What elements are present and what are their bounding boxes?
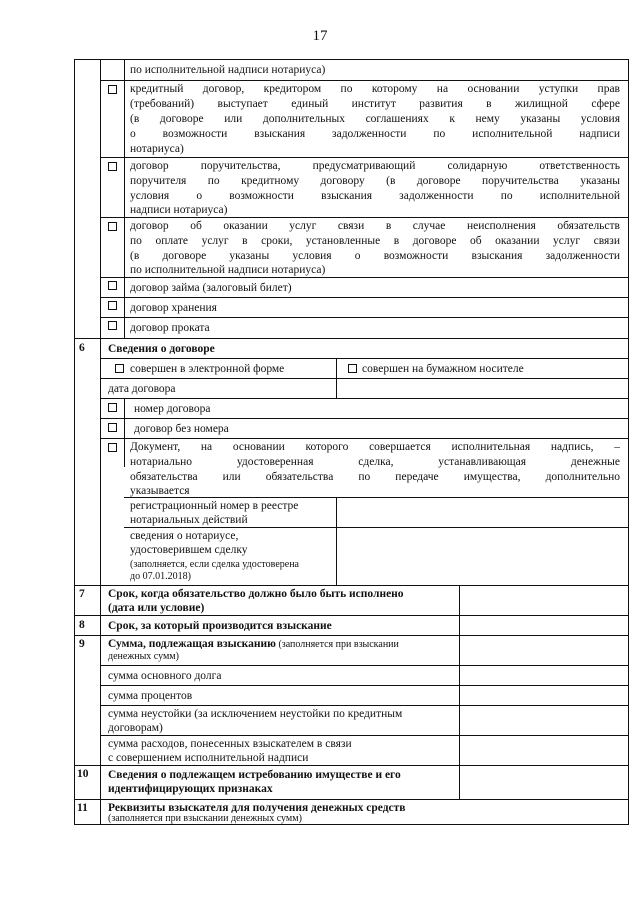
row-line [100, 438, 629, 439]
row-number-10: 10 [77, 768, 89, 780]
deadline-title-line: (дата или условие) [108, 602, 205, 614]
penalty-line: договорам) [108, 722, 163, 734]
row-line [74, 615, 629, 616]
tail-text: по исполнительной надписи нотариуса) [130, 64, 326, 76]
credit-assignment-line: о возможности взыскания задолженности по исполнительной надписи [130, 128, 620, 140]
row-number-9: 9 [79, 638, 85, 650]
amount-title [108, 637, 399, 651]
requisites-note: (заполняется при взыскании денежных сумм) [108, 813, 302, 824]
row-line [74, 585, 629, 586]
no-number-label: договор без номера [134, 423, 229, 435]
notary-line: сведения о нотариусе, [130, 530, 239, 542]
section-title-contract: Сведения о договоре [108, 343, 215, 355]
checkbox-credit-assignment[interactable] [108, 85, 117, 94]
row-line [100, 297, 629, 298]
row-line [100, 398, 629, 399]
row-line [100, 705, 629, 706]
checkbox-document[interactable] [108, 443, 117, 452]
checkbox-electronic[interactable] [115, 364, 124, 373]
expenses-line: с совершением исполнительной надписи [108, 752, 309, 764]
row-line [100, 80, 629, 81]
col-divider-mid [336, 497, 337, 585]
checkbox-no-number[interactable] [108, 423, 117, 432]
checkbox-surety[interactable] [108, 162, 117, 171]
requisites-title: Реквизиты взыскателя для получения денежных средств [108, 802, 406, 814]
row-number-6: 6 [79, 342, 85, 354]
row-line [100, 317, 629, 318]
checkbox-loan[interactable] [108, 281, 117, 290]
table-border-left [74, 59, 75, 825]
document-line: Документ, на основании которого совершается исполнительная надпись, – [130, 441, 620, 453]
checkbox-rental[interactable] [108, 321, 117, 330]
surety-line: договор поручительства, предусматривающий солидарную ответственность [130, 160, 620, 172]
row-line [124, 527, 629, 528]
reg-number-line: регистрационный номер в реестре [130, 500, 299, 512]
checkbox-communication[interactable] [108, 222, 117, 231]
credit-assignment-line: кредитный договор, кредитором по которому на основании уступки прав [130, 83, 620, 95]
col-divider-value [459, 585, 460, 799]
row-line [100, 665, 629, 666]
row-number-11: 11 [77, 802, 88, 814]
surety-line: условия о возможности взыскания задолженности по исполнительной [130, 190, 620, 202]
document-line: указывается [130, 485, 190, 497]
electronic-label: совершен в электронной форме [130, 363, 285, 375]
amount-title-bold: Сумма, подлежащая взысканию [108, 638, 276, 650]
communication-line: договор об оказании услуг связи в случае неисполнения обязательств [130, 220, 620, 232]
communication-line: по исполнительной надписи нотариуса) [130, 264, 326, 276]
checkbox-paper[interactable] [348, 364, 357, 373]
row-line [100, 418, 629, 419]
checkbox-storage[interactable] [108, 301, 117, 310]
row-line [100, 735, 629, 736]
row-line [100, 685, 629, 686]
row-line [74, 799, 629, 800]
row-line [74, 765, 629, 766]
page-number: 17 [312, 28, 328, 44]
table-border-top [74, 59, 629, 60]
property-title-line: Сведения о подлежащем истребованию имуществе и его [108, 769, 401, 781]
row-line [74, 338, 629, 339]
expenses-line: сумма расходов, понесенных взыскателем в связи [108, 738, 352, 750]
credit-assignment-line: (требований) выступает единый институт развития в жилищной сфере [130, 98, 620, 110]
checkbox-contract-number[interactable] [108, 403, 117, 412]
row-line [100, 378, 629, 379]
row-line [100, 157, 629, 158]
credit-assignment-line: (в договоре или дополнительных соглашениях к нему указаны условия [130, 113, 620, 125]
deadline-title-line: Срок, когда обязательство должно было быть исполнено [108, 588, 404, 600]
contract-date-label: дата договора [108, 383, 176, 395]
penalty-line: сумма неустойки (за исключением неустойки по кредитным [108, 708, 403, 720]
period-title: Срок, за который производится взыскание [108, 620, 332, 632]
credit-assignment-line: нотариуса) [130, 143, 184, 155]
reg-number-line: нотариальных действий [130, 514, 248, 526]
property-title-line: идентифицирующих признаках [108, 783, 273, 795]
col-divider-checkbox [124, 398, 125, 467]
row-line [100, 358, 629, 359]
communication-line: (в договоре указаны условия о возможности взыскания задолженности [130, 250, 620, 262]
form-table [74, 59, 629, 825]
principal-label: сумма основного долга [108, 670, 222, 682]
row-line [74, 635, 629, 636]
document-line: нотариально удостоверенная сделка, устанавливающая денежные [130, 456, 620, 468]
document-line: обязательства или обязательства по передаче имущества, дополнительно [130, 471, 620, 483]
interest-label: сумма процентов [108, 690, 193, 702]
notary-note-line: (заполняется, если сделка удостоверена [130, 559, 299, 570]
surety-line: поручителя по кредитному договору (в договоре поручительства указаны [130, 175, 620, 187]
notary-line: удостоверившем сделку [130, 544, 248, 556]
row-line [124, 497, 629, 498]
amount-title-note-2: денежных сумм) [108, 651, 179, 662]
loan-label: договор займа (залоговый билет) [130, 282, 292, 294]
row-number-7: 7 [79, 588, 85, 600]
rental-label: договор проката [130, 322, 210, 334]
col-divider-num [100, 59, 101, 825]
table-border-right [628, 59, 629, 825]
amount-title-note: (заполняется при взыскании [275, 639, 399, 650]
paper-label: совершен на бумажном носителе [362, 363, 524, 375]
row-line [100, 217, 629, 218]
communication-line: по оплате услуг в сроки, установленные в договоре об оказании услуг связи [130, 235, 620, 247]
row-line [100, 277, 629, 278]
row-number-8: 8 [79, 619, 85, 631]
storage-label: договор хранения [130, 302, 217, 314]
contract-number-label: номер договора [134, 403, 211, 415]
notary-note-line: до 07.01.2018) [130, 571, 191, 582]
surety-line: надписи нотариуса) [130, 204, 228, 216]
